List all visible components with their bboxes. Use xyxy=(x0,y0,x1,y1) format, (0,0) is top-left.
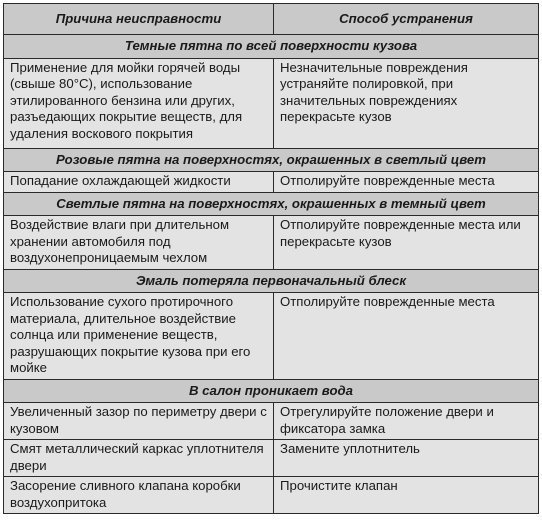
table-row xyxy=(4,58,539,148)
section-heading xyxy=(4,35,539,59)
section-heading xyxy=(4,379,539,403)
header-remedy: Способ устранения xyxy=(274,4,539,35)
table-row xyxy=(4,172,539,193)
remedy-cell: Замените уплотнитель xyxy=(274,440,539,477)
cause-cell: Воздействие влаги при длительном хранении автомобиля под воздухонепроницаемым чехлом xyxy=(4,216,274,270)
troubleshooting-table-container xyxy=(3,3,538,514)
section-title: Светлые пятна на поверхностях, окрашенных в темный цвет xyxy=(4,192,539,216)
cause-cell: Применение для мойки горячей воды (свыше 80°С), использование этилированного бензина или других, разъедающих покрытие веществ, для удаления воскового покрытия xyxy=(4,58,274,148)
remedy-cell: Прочистите клапан xyxy=(274,477,539,514)
section-heading xyxy=(4,192,539,216)
cause-cell: Засорение сливного клапана коробки воздухопритока xyxy=(4,477,274,514)
remedy-cell: Отполируйте поврежденные места xyxy=(274,293,539,380)
table-row xyxy=(4,440,539,477)
section-title: Темные пятна по всей поверхности кузова xyxy=(4,35,539,59)
section-title: Розовые пятна на поверхностях, окрашенных в светлый цвет xyxy=(4,148,539,172)
remedy-cell: Отполируйте поврежденные места xyxy=(274,172,539,193)
cause-cell: Увеличенный зазор по периметру двери с кузовом xyxy=(4,403,274,440)
table-row xyxy=(4,293,539,380)
cause-cell: Попадание охлаждающей жидкости xyxy=(4,172,274,193)
section-heading xyxy=(4,148,539,172)
header-row xyxy=(4,4,539,35)
header-cause: Причина неисправности xyxy=(4,4,274,35)
table-row xyxy=(4,216,539,270)
remedy-cell: Отполируйте поврежденные места или перекрасьте кузов xyxy=(274,216,539,270)
cause-cell: Использование сухого протирочного материала, длительное воздействие солнца или применение веществ, разрушающих покрытие кузова при его мойке xyxy=(4,293,274,380)
troubleshooting-table xyxy=(3,3,539,514)
section-title: В салон проникает вода xyxy=(4,379,539,403)
section-title: Эмаль потеряла первоначальный блеск xyxy=(4,269,539,293)
remedy-cell: Отрегулируйте положение двери и фиксатора замка xyxy=(274,403,539,440)
table-row xyxy=(4,477,539,514)
section-heading xyxy=(4,269,539,293)
remedy-cell: Незначительные повреждения устраняйте полировкой, при значительных повреждениях перекрасьте кузов xyxy=(274,58,539,148)
table-row xyxy=(4,403,539,440)
cause-cell: Смят металлический каркас уплотнителя двери xyxy=(4,440,274,477)
